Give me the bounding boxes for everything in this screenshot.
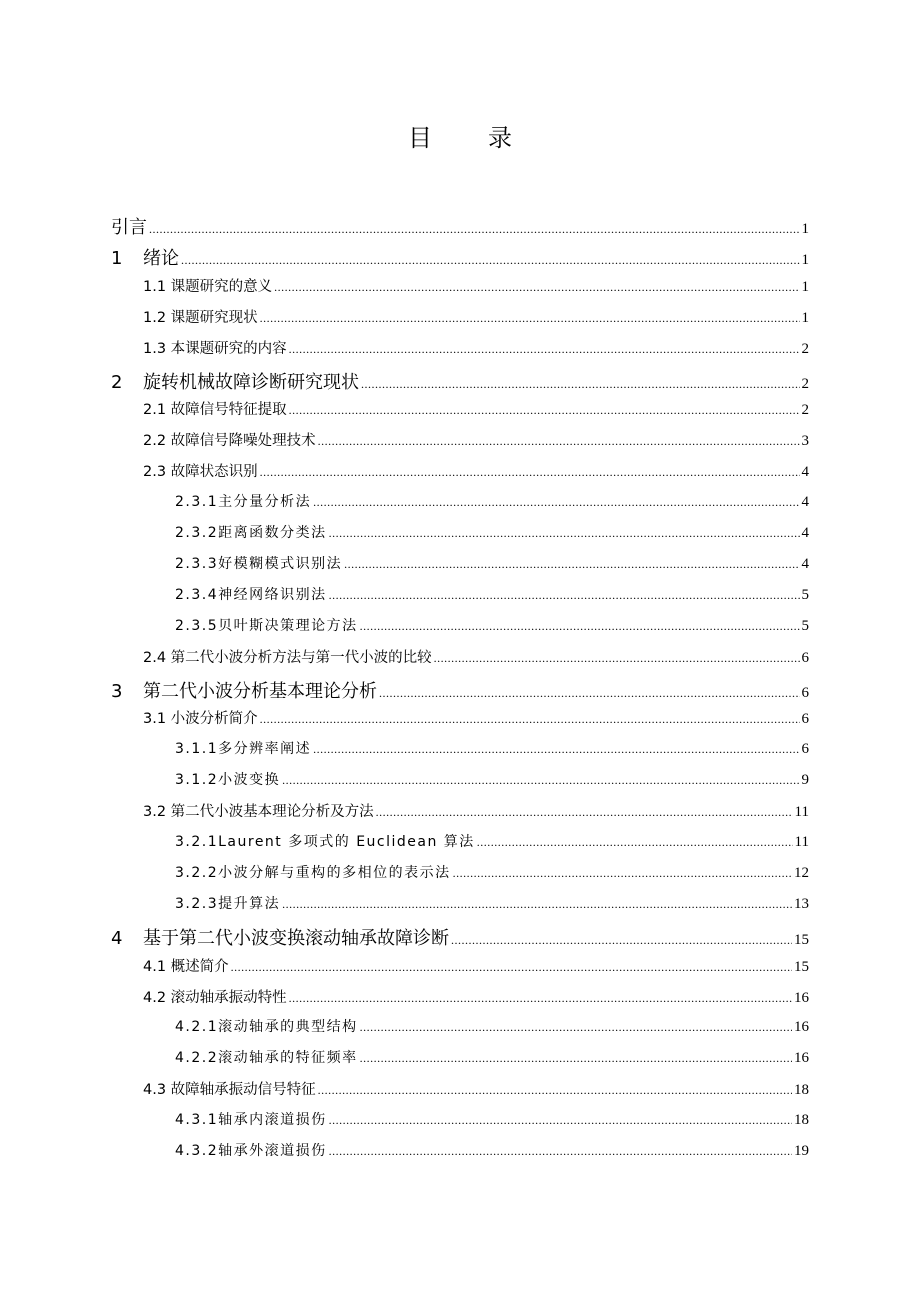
toc-page-number: 1 <box>801 221 809 237</box>
toc-page-number: 1 <box>801 278 809 295</box>
toc-entry-title: 2.3.5贝叶斯决策理论方法 <box>175 617 358 634</box>
dot-leader <box>260 712 800 727</box>
toc-entry[interactable] <box>175 553 809 573</box>
toc-entry[interactable] <box>143 460 809 481</box>
title-char-2: 录 <box>488 124 512 152</box>
toc-entry-title: 1.3 本课题研究的内容 <box>143 340 287 357</box>
toc-entry[interactable] <box>175 893 809 913</box>
toc-entry-title: 4.3 故障轴承振动信号特征 <box>143 1082 316 1099</box>
dot-leader <box>289 342 800 357</box>
toc-entry-title: 3.2.1Laurent 多项式的 Euclidean 算法 <box>175 834 475 850</box>
toc-page-number: 15 <box>794 958 809 975</box>
toc-page-number: 2 <box>801 375 809 392</box>
dot-leader <box>318 1083 792 1098</box>
toc-page-number: 12 <box>794 864 809 881</box>
toc-page-number: 6 <box>801 741 809 758</box>
toc-entry[interactable] <box>143 429 809 450</box>
toc-entry-number: 1 <box>111 247 123 269</box>
dot-leader <box>260 465 800 480</box>
toc-entry[interactable] <box>175 1140 809 1160</box>
dot-leader <box>434 651 800 666</box>
toc-entry[interactable] <box>175 738 809 758</box>
toc-entry[interactable] <box>175 769 809 789</box>
toc-page-number: 2 <box>801 340 809 357</box>
toc-page-number: 5 <box>801 617 809 634</box>
toc-entry[interactable] <box>143 955 809 976</box>
toc-entry-title: 3.1.1多分辨率阐述 <box>175 741 312 758</box>
toc-entry-title: 2.3.2距离函数分类法 <box>175 525 327 541</box>
toc-entry[interactable] <box>143 986 809 1007</box>
dot-leader <box>329 526 800 541</box>
toc-entry-title: 2.1 故障信号特征提取 <box>143 402 287 419</box>
toc-entry[interactable] <box>175 1109 809 1129</box>
toc-page-number: 15 <box>794 931 809 948</box>
dot-leader <box>181 253 800 268</box>
dot-leader <box>379 686 800 701</box>
dot-leader <box>289 403 800 418</box>
dot-leader <box>289 991 792 1006</box>
dot-leader <box>329 1113 792 1128</box>
page-title <box>0 118 920 153</box>
toc-entry[interactable] <box>175 831 809 851</box>
toc-entry-title: 1.1 课题研究的意义 <box>143 278 273 295</box>
toc-entry-title: 2.2 故障信号降噪处理技术 <box>143 433 316 450</box>
dot-leader <box>274 280 799 295</box>
toc-entry[interactable] <box>111 924 809 950</box>
toc-page-number: 18 <box>794 1112 809 1129</box>
toc-entry[interactable] <box>175 584 809 604</box>
toc-entry-title: 3.2.3提升算法 <box>175 895 281 912</box>
toc-page-number: 13 <box>794 895 809 912</box>
dot-leader <box>453 866 792 881</box>
toc-entry[interactable] <box>175 491 809 511</box>
toc-entry-title: 4.2.2滚动轴承的特征频率 <box>175 1050 358 1067</box>
toc-entry-number: 3 <box>111 680 123 702</box>
toc-entry-title: 3 第二代小波分析基本理论分析 <box>111 680 377 702</box>
toc-entry[interactable] <box>143 1078 809 1099</box>
toc-page-number: 16 <box>794 1050 809 1067</box>
toc-entry-title: 2.3.1主分量分析法 <box>175 494 312 511</box>
dot-leader <box>318 434 800 449</box>
toc-page-number: 1 <box>801 309 809 326</box>
dot-leader <box>360 1020 792 1035</box>
toc-page-number: 18 <box>794 1082 809 1099</box>
toc-page-number: 6 <box>801 684 809 701</box>
toc-entry-number: 4 <box>111 927 123 949</box>
toc-entry[interactable] <box>175 1016 809 1036</box>
toc-entry[interactable] <box>143 800 809 821</box>
toc-entry-title: 2.3 故障状态识别 <box>143 464 258 481</box>
toc-entry[interactable] <box>143 337 809 358</box>
toc-page-number: 4 <box>801 525 809 541</box>
toc-entry-title: 2.3.4神经网络识别法 <box>175 586 327 603</box>
toc-entry-title: 2.4 第二代小波分析方法与第一代小波的比较 <box>143 649 432 666</box>
dot-leader <box>282 897 792 912</box>
toc-entry[interactable] <box>143 707 809 728</box>
dot-leader <box>231 960 792 975</box>
dot-leader <box>361 377 800 392</box>
dot-leader <box>313 742 799 757</box>
toc-entry-title: 3.1.2小波变换 <box>175 772 281 789</box>
toc-entry-title: 引言 <box>111 217 147 238</box>
toc-entry-title: 3.2.2小波分解与重构的多相位的表示法 <box>175 864 451 881</box>
dot-leader <box>376 805 793 820</box>
toc-entry-title: 4 基于第二代小波变换滚动轴承故障诊断 <box>111 927 449 949</box>
toc-entry-title: 2 旋转机械故障诊断研究现状 <box>111 371 359 393</box>
toc-page-number: 16 <box>794 989 809 1006</box>
toc-entry-title: 3.2 第二代小波基本理论分析及方法 <box>143 804 374 821</box>
toc-page-number: 4 <box>801 555 809 572</box>
toc-entry-title: 4.2 滚动轴承振动特性 <box>143 989 287 1006</box>
toc-entry-title: 4.1 概述简介 <box>143 958 229 975</box>
toc-page-number: 2 <box>801 402 809 419</box>
toc-page-number: 4 <box>801 494 809 511</box>
toc-entry[interactable] <box>175 522 809 542</box>
toc-entry[interactable] <box>111 677 809 703</box>
toc-entry[interactable] <box>143 398 809 419</box>
dot-leader <box>260 311 800 326</box>
dot-leader <box>149 222 800 237</box>
dot-leader <box>329 588 800 603</box>
toc-page-number: 16 <box>794 1019 809 1036</box>
dot-leader <box>477 835 793 850</box>
toc-entry[interactable] <box>111 244 809 270</box>
title-char-1: 目 <box>408 124 432 152</box>
toc-page-number: 3 <box>801 433 809 450</box>
toc-entry-title: 4.3.1轴承内滚道损伤 <box>175 1112 327 1129</box>
toc-entry[interactable] <box>111 368 809 394</box>
toc-page-number: 4 <box>801 464 809 481</box>
dot-leader <box>360 1051 792 1066</box>
dot-leader <box>360 619 800 634</box>
toc-entry[interactable] <box>143 275 809 296</box>
dot-leader <box>344 557 799 572</box>
toc-entry[interactable] <box>175 615 809 635</box>
toc-entry[interactable] <box>143 306 809 327</box>
toc-page-number: 5 <box>801 586 809 603</box>
toc-page-number: 11 <box>794 834 809 850</box>
toc-page-number: 11 <box>794 804 809 821</box>
toc-entry-title: 4.3.2轴承外滚道损伤 <box>175 1143 327 1159</box>
dot-leader <box>282 773 799 788</box>
toc-page-number: 6 <box>801 711 809 728</box>
toc-page-number: 9 <box>801 772 809 789</box>
toc-entry-title: 1 绪论 <box>111 247 179 269</box>
toc-entry[interactable] <box>111 213 809 239</box>
toc-page-number: 19 <box>794 1143 809 1159</box>
toc-entry-title: 1.2 课题研究现状 <box>143 309 258 326</box>
toc-entry-title: 2.3.3好模糊模式识别法 <box>175 555 343 572</box>
toc-page-number: 6 <box>801 649 809 666</box>
toc-page-number: 1 <box>801 251 809 268</box>
toc-entry-title: 3.1 小波分析简介 <box>143 711 258 728</box>
dot-leader <box>329 1144 792 1159</box>
toc-entry-title: 4.2.1滚动轴承的典型结构 <box>175 1019 358 1036</box>
toc-entry-number: 2 <box>111 371 123 393</box>
dot-leader <box>451 933 792 948</box>
toc-entry[interactable] <box>175 1047 809 1067</box>
toc-entry[interactable] <box>175 862 809 882</box>
toc-entry[interactable] <box>143 646 809 667</box>
dot-leader <box>313 495 799 510</box>
